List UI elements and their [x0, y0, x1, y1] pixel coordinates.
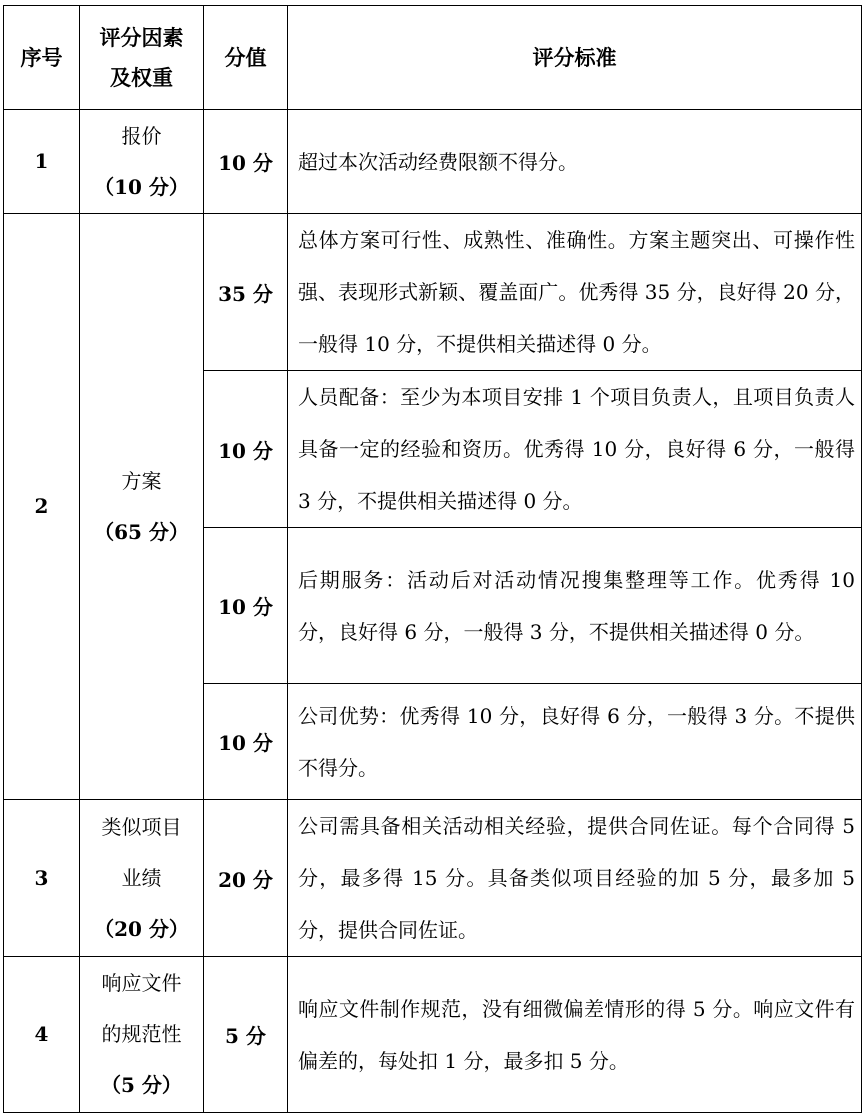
factor-weight: （65 分）: [94, 519, 189, 544]
criteria-cell: 超过本次活动经费限额不得分。: [288, 110, 862, 214]
factor-line: 的规范性: [101, 1022, 182, 1046]
factor-weight: （5 分）: [101, 1073, 182, 1097]
table-row: [4, 957, 862, 1113]
factor-line: 业绩: [121, 865, 162, 890]
score-cell: 5 分: [204, 957, 288, 1113]
header-no: 序号: [4, 6, 80, 110]
score-cell: 20 分: [204, 800, 288, 957]
row-number: 4: [4, 957, 80, 1113]
score-cell: 10 分: [204, 528, 288, 684]
header-factor-line2: 及权重: [110, 64, 173, 90]
factor-line: 方案: [121, 468, 162, 493]
header-row: [4, 6, 862, 110]
factor-cell: [80, 800, 204, 957]
score-cell: 35 分: [204, 214, 288, 371]
criteria-cell: 后期服务：活动后对活动情况搜集整理等工作。优秀得 10 分，良好得 6 分，一般得 3 分，不提供相关描述得 0 分。: [288, 528, 862, 684]
factor-cell: [80, 214, 204, 800]
score-cell: 10 分: [204, 371, 288, 528]
criteria-cell: 公司需具备相关活动相关经验，提供合同佐证。每个合同得 5 分，最多得 15 分。具备类似项目经验的加 5 分，最多加 5 分，提供合同佐证。: [288, 800, 862, 957]
row-number: 3: [4, 800, 80, 957]
factor-line: 响应文件: [101, 971, 182, 995]
criteria-cell: 总体方案可行性、成熟性、准确性。方案主题突出、可操作性强、表现形式新颖、覆盖面广。优秀得 35 分，良好得 20 分，一般得 10 分，不提供相关描述得 0 分。: [288, 214, 862, 371]
factor-line: 报价: [121, 123, 162, 148]
criteria-cell: 公司优势：优秀得 10 分，良好得 6 分，一般得 3 分。不提供不得分。: [288, 684, 862, 800]
factor-cell: [80, 110, 204, 214]
header-score: 分值: [204, 6, 288, 110]
score-cell: 10 分: [204, 110, 288, 214]
table-row: [4, 110, 862, 214]
header-factor-line1: 评分因素: [99, 24, 184, 50]
row-number: 2: [4, 214, 80, 800]
row-number: 1: [4, 110, 80, 214]
factor-line: 类似项目: [101, 814, 182, 839]
header-factor: [80, 6, 204, 110]
factor-weight: （20 分）: [94, 916, 189, 941]
scoring-table: [3, 5, 862, 1113]
header-criteria: 评分标准: [288, 6, 862, 110]
score-cell: 10 分: [204, 684, 288, 800]
table-row: [4, 800, 862, 957]
criteria-cell: 响应文件制作规范，没有细微偏差情形的得 5 分。响应文件有偏差的，每处扣 1 分，最多扣 5 分。: [288, 957, 862, 1113]
table-row: [4, 214, 862, 371]
factor-weight: （10 分）: [94, 174, 189, 199]
factor-cell: [80, 957, 204, 1113]
criteria-cell: 人员配备：至少为本项目安排 1 个项目负责人，且项目负责人具备一定的经验和资历。优秀得 10 分，良好得 6 分，一般得 3 分，不提供相关描述得 0 分。: [288, 371, 862, 528]
